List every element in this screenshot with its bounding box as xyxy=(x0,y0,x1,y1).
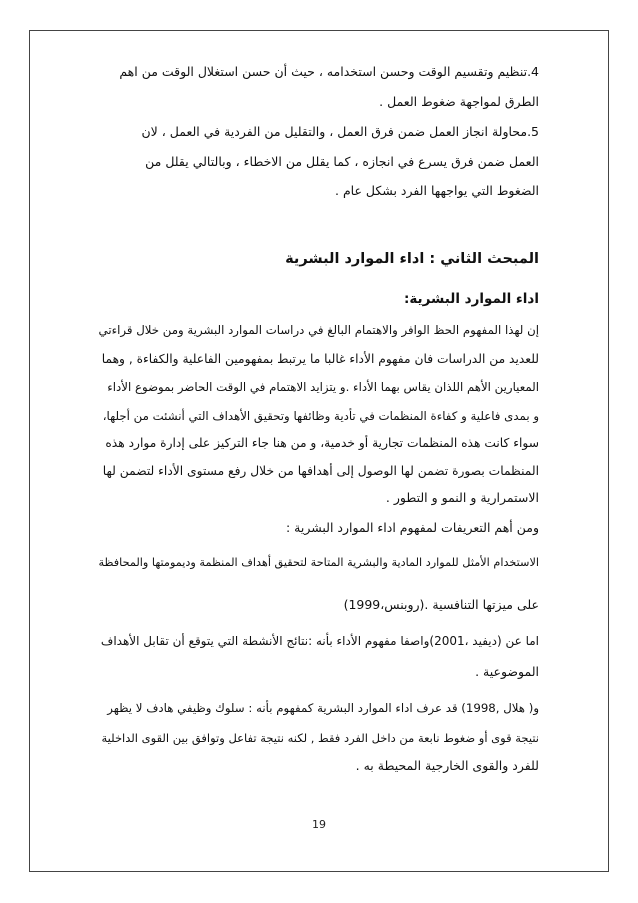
definition-line: للفرد والقوى الخارجية المحيطة به . xyxy=(355,758,539,773)
paragraph-line: إن لهذا المفهوم الحظ الوافر والاهتمام البالغ في دراسات الموارد البشرية ومن خلال قراءتي xyxy=(98,323,539,337)
text-line: الطرق لمواجهة ضغوط العمل . xyxy=(379,94,539,109)
paragraph-line: للعديد من الدراسات فان مفهوم الأداء غالبا ما يرتبط بمفهومين الفاعلية والكفاءة , وهما xyxy=(101,352,539,366)
paragraph-line: الاستمرارية و النمو و التطور . xyxy=(385,490,539,505)
paragraph-line: المنظمات بصورة تضمن لها الوصول إلى أهدافها من خلال رفع مستوى الأداء لتضمن لها xyxy=(102,464,539,478)
definition-line: اما عن (ديفيد ،2001)واصفا مفهوم الأداء بأنه :نتائج الأنشطة التي يتوقع أن تقابل الأهداف xyxy=(100,634,539,648)
definition-line: و( هلال ,1998) قد عرف اداء الموارد البشرية كمفهوم بأنه : سلوك وظيفي هادف لا يظهر xyxy=(107,701,539,715)
definition-line: ومن أهم التعريفات لمفهوم اداء الموارد البشرية : xyxy=(285,520,539,535)
text-line: 4.تنظيم وتقسيم الوقت وحسن استخدامه ، حيث أن حسن استغلال الوقت من اهم xyxy=(119,64,539,79)
text-line: الضغوط التي يواجهها الفرد بشكل عام . xyxy=(335,183,539,198)
definition-line: الاستخدام الأمثل للموارد المادية والبشرية المتاحة لتحقيق أهداف المنظمة وديمومتها والمحافظة xyxy=(98,556,539,569)
subsection-heading: اداء الموارد البشرية: xyxy=(403,291,539,307)
section-heading: المبحث الثاني : اداء الموارد البشرية xyxy=(285,251,539,267)
paragraph-line: و بمدى فاعلية و كفاءة المنظمات في تأدية وظائفها وتحقيق الأهداف التي أنشئت من أجلها، xyxy=(102,409,539,423)
definition-line: على ميزتها التنافسية .(روبنس،1999) xyxy=(343,597,539,612)
paragraph-line: سواء كانت هذه المنظمات تجارية أو خدمية، و من هنا جاء التركيز على إدارة موارد هذه xyxy=(105,436,539,450)
paragraph-line: المعيارين الأهم اللذان يقاس بهما الأداء .و يتزايد الاهتمام في الوقت الحاضر بموضوع الأداء xyxy=(107,380,539,394)
page-number: 19 xyxy=(312,818,326,831)
definition-line: الموضوعية . xyxy=(475,664,539,679)
text-line: العمل ضمن فرق يسرع في انجازه ، كما يقلل من الاخطاء ، وبالتالي يقلل من xyxy=(145,154,539,169)
text-line: 5.محاولة انجاز العمل ضمن فرق العمل ، والتقليل من الفردية في العمل ، لان xyxy=(141,124,539,139)
definition-line: نتيجة قوى أو ضغوط نابعة من داخل الفرد فقط , لكنه نتيجة تفاعل وتوافق بين القوى الداخلية xyxy=(101,731,539,745)
